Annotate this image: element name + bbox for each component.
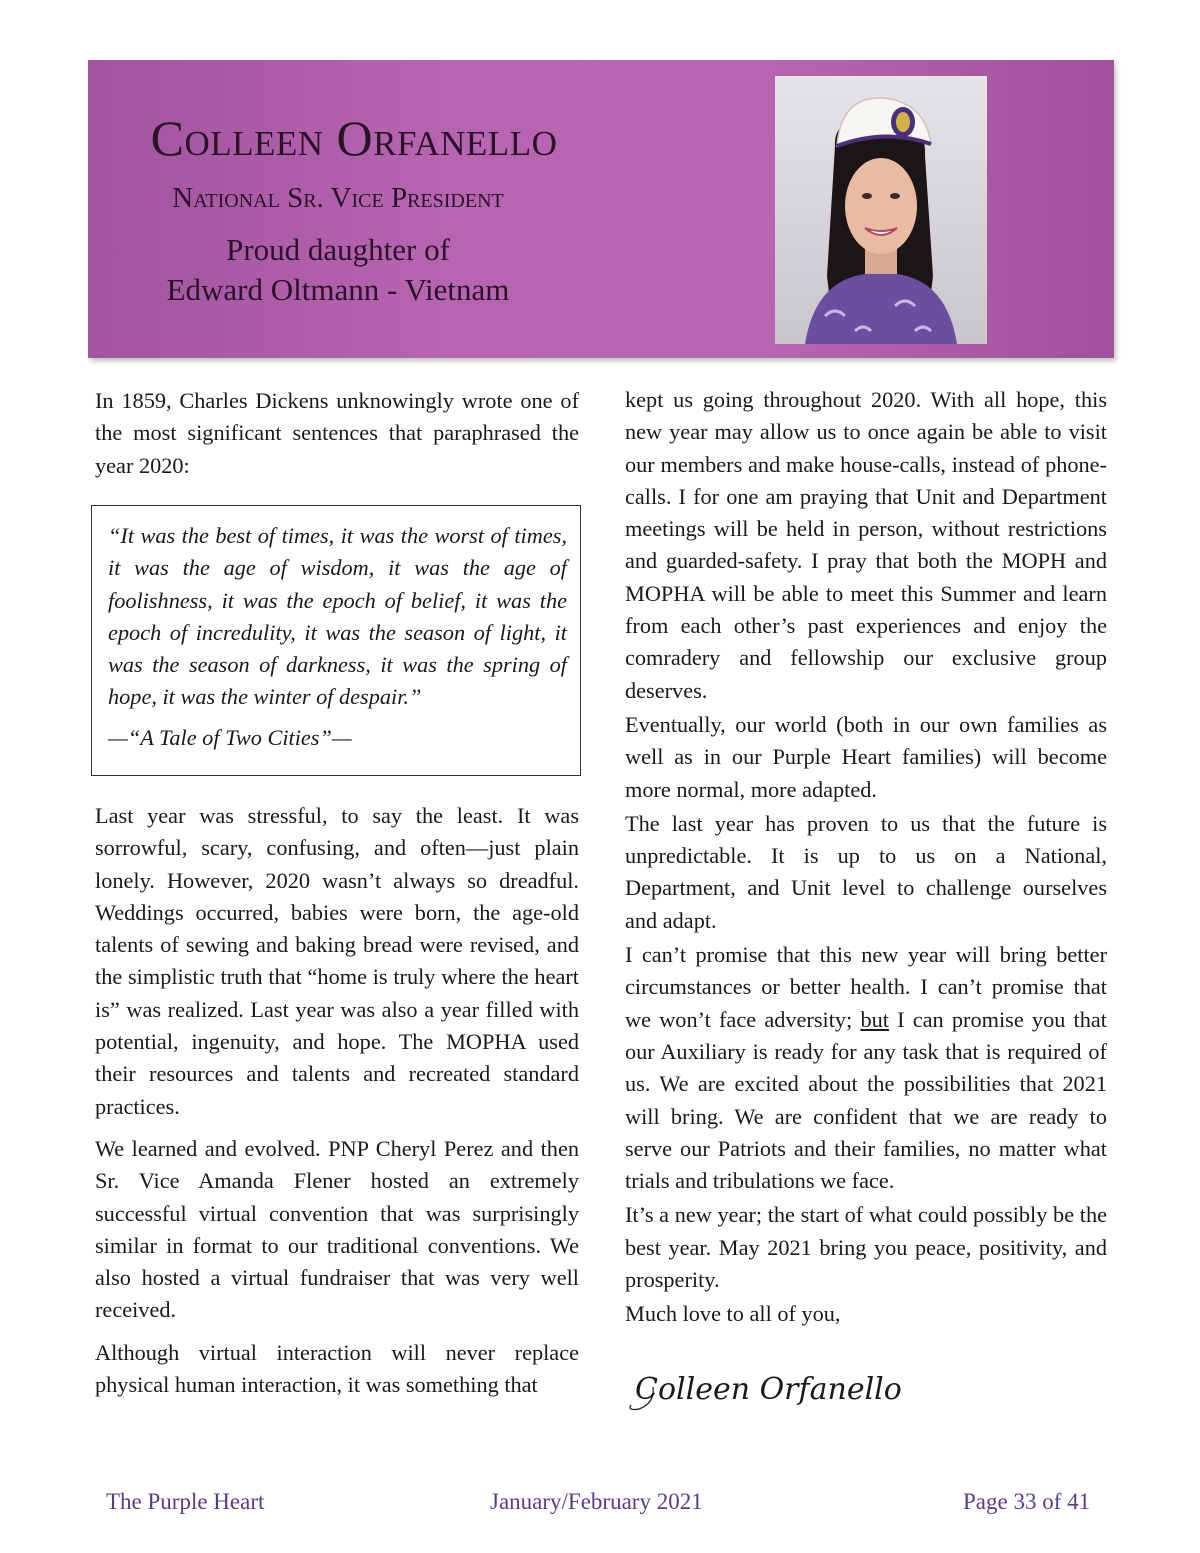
portrait-illustration bbox=[775, 76, 987, 344]
author-dedication bbox=[128, 230, 548, 310]
portrait-photo bbox=[775, 76, 987, 344]
right-column-body bbox=[625, 384, 1107, 1333]
footer-page-number: Page 33 of 41 bbox=[963, 1489, 1091, 1514]
footer-issue: January/February 2021 bbox=[490, 1489, 703, 1514]
promise-text-a: I can’t promise that this new year will bring better circumstances or better health. I can’t promise that we won’t face adversity; bbox=[625, 942, 1107, 1032]
paragraph-virtual: Although virtual interaction will never replace physical human interaction, it was something that bbox=[95, 1339, 579, 1398]
promise-text-b: I can promise you that our Auxiliary is ready for any task that is required of us. We are excited about the possibilities that 2021 will bring. We are confident that we are ready to serve our Patriots and their families, no matter what trials and tribulations we face. bbox=[625, 1006, 1107, 1194]
paragraph-eventually: Eventually, our world (both in our own families as well as in our Purple Heart families) will become more normal, more adapted. bbox=[625, 711, 1107, 802]
paragraph-new-year: It’s a new year; the start of what could possibly be the best year. May 2021 bring you peace, positivity, and prosperity. bbox=[625, 1202, 1107, 1293]
intro-paragraph: In 1859, Charles Dickens unknowingly wrote one of the most significant sentences that paraphrased the year 2020: bbox=[95, 388, 579, 478]
author-title: National Sr. Vice President bbox=[172, 182, 504, 214]
dedication-line-2: Edward Oltmann - Vietnam bbox=[166, 272, 510, 307]
signature-text: Colleen Orfanello bbox=[635, 1372, 902, 1407]
paragraph-unpredictable: The last year has proven to us that the future is unpredictable. It is up to us on a National, Department, and Unit level to challenge ourselves and adapt. bbox=[625, 810, 1107, 933]
author-name: Colleen Orfanello bbox=[150, 110, 558, 166]
dedication-line-1: Proud daughter of bbox=[226, 232, 450, 267]
left-column-intro bbox=[95, 385, 579, 492]
quote-text: “It was the best of times, it was the worst of times, it was the age of wisdom, it was the age of foolishness, it was the epoch of belief, it was the epoch of incredulity, it was the season of light, it was the season of darkness, it was the spring of hope, it was the winter of despair.” bbox=[108, 523, 567, 710]
header-banner bbox=[88, 60, 1114, 358]
left-column-body bbox=[95, 800, 579, 1411]
closing-line: Much love to all of you, bbox=[625, 1301, 841, 1327]
footer-publication: The Purple Heart bbox=[106, 1489, 265, 1514]
quote-attribution: —“A Tale of Two Cities”— bbox=[108, 724, 352, 750]
quote-box bbox=[91, 505, 581, 776]
paragraph-kept-going: kept us going throughout 2020. With all hope, this new year may allow us to once again be able to visit our members and make house-calls, instead of phone-calls. I for one am praying that Unit and Department meetings will be held in person, without restrictions and guarded-safety. I pray that both the MOPH and MOPHA will be able to meet this Summer and learn from each other’s past experiences and enjoy the comradery and fellowship our exclusive group deserves. bbox=[625, 387, 1107, 703]
paragraph-learned: We learned and evolved. PNP Cheryl Perez and then Sr. Vice Amanda Flener hosted an extremely successful virtual convention that was surprisingly similar in format to our traditional conventions. We also hosted a virtual fundraiser that was very well received. bbox=[95, 1135, 579, 1323]
promise-but: but bbox=[860, 1006, 889, 1032]
signature bbox=[625, 1363, 925, 1413]
paragraph-promise bbox=[625, 939, 1107, 1197]
signature-graphic bbox=[625, 1363, 925, 1413]
paragraph-last-year: Last year was stressful, to say the least. It was sorrowful, scary, confusing, and often—just plain lonely. However, 2020 wasn’t always so dreadful. Weddings occurred, babies were born, the age-old talents of sewing and baking bread were revised, and the simplistic truth that “home is truly where the heart is” was realized. Last year was also a year filled with potential, ingenuity, and hope. The MOPHA used their resources and talents and recreated standard practices. bbox=[95, 803, 579, 1119]
